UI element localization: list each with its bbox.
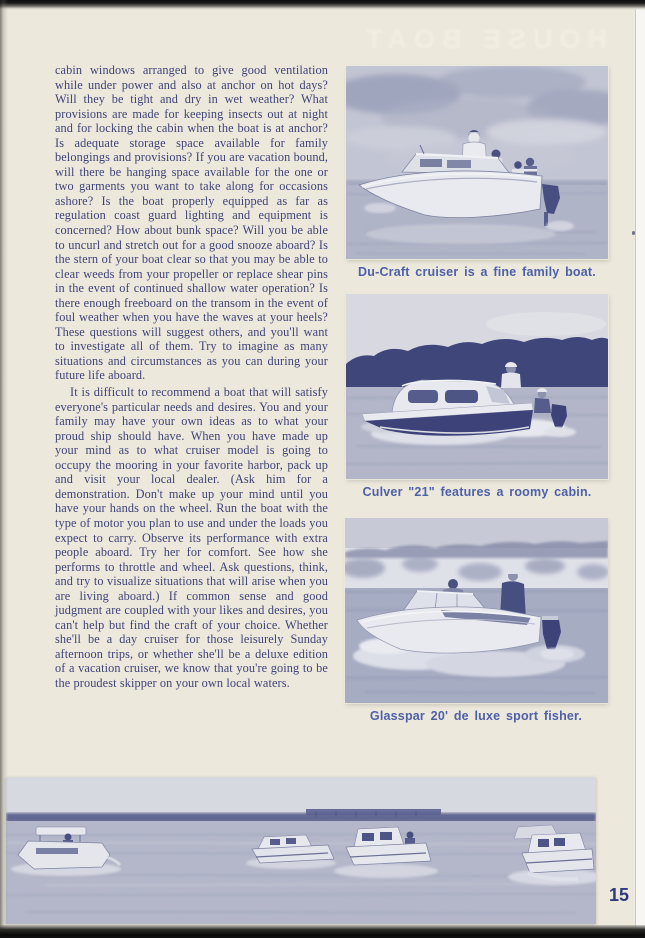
scan-edge-bottom bbox=[0, 925, 645, 938]
culver-21-photo-art bbox=[346, 294, 608, 479]
du-craft-cruiser-photo bbox=[346, 66, 608, 259]
figure-du-craft bbox=[346, 66, 608, 280]
page-number: 15 bbox=[608, 885, 630, 905]
figure-glasspar-20 bbox=[345, 518, 607, 724]
article-text-column bbox=[55, 63, 328, 691]
ghost-title-showthrough: HOUSE BOAT bbox=[359, 24, 608, 54]
culver-21-photo bbox=[346, 294, 608, 479]
scan-edge-left bbox=[0, 0, 8, 938]
scan-edge-right bbox=[635, 0, 645, 938]
glasspar-20-photo bbox=[345, 518, 607, 703]
paragraph-questions: cabin windows arranged to give good ventilation while under power and also at anchor on hot days? Will they be tight and dry in wet weather? What provisions are made for keeping insects out at night and for locking the cabin when the boat is at anchor? Is adequate storage space available for family belongings and provisions? If you are vacation bound, will there be hanging space available for the one or two garments you want to take along for occasions ashore? Is the boat properly equipped as far as regulation coast guard lighting and equipment is concerned? How about bunk space? Will you be able to uncurl and stretch out for a good snooze aboard? Is the stern of your boat clear so that you may be able to clear weeds from your propeller or replace shear pins in the event of continued shallow water operation? Is there enough freeboard on the transom in the event of foul weather when you have the waves at your heels? These questions will suggest others, and you'll want to investigate all of them. Try to imagine as many situations and circumstances as you can during your future life aboard. bbox=[55, 63, 328, 383]
scan-edge-top bbox=[0, 0, 645, 10]
panorama-photo-art bbox=[6, 777, 596, 924]
photo-caption-culver: Culver "21" features a roomy cabin. bbox=[362, 485, 592, 499]
paragraph-recommendation: It is difficult to recommend a boat that will satisfy everyone's particular needs and desires. You and your family may have your own ideas as to what your proud ship should have. When you have made up your mind as to what cruiser model is going to occupy the mooring in your favorite harbor, pack up and visit your local dealer. (Ask him for a demonstration. Don't make up your mind until you have your hands on the wheel. Run the boat with the type of motor you plan to use and under the loads you expect to carry. Observe its performance with extra people aboard. Try her for comfort. See how she performs to throttle and wheel. Ask questions, think, and try to visualize situations that will arise when you are living aboard.) If common sense and good judgment are coupled with your likes and desires, you can't help but find the craft of your choice. Whether she'll be a day cruiser for those leisurely Sunday afternoon trips, or whether she'll be a deluxe edition of a vacation cruiser, we know that you're going to be the proudest skipper on your own local waters. bbox=[55, 385, 328, 690]
glasspar-photo-art bbox=[345, 518, 608, 703]
figure-culver-21 bbox=[346, 294, 608, 500]
photo-caption-glasspar: Glasspar 20' de luxe sport fisher. bbox=[369, 709, 583, 723]
photo-caption-du-craft: Du-Craft cruiser is a fine family boat. bbox=[358, 265, 596, 279]
du-craft-photo-art bbox=[346, 66, 608, 259]
boats-panorama-photo bbox=[6, 777, 596, 924]
